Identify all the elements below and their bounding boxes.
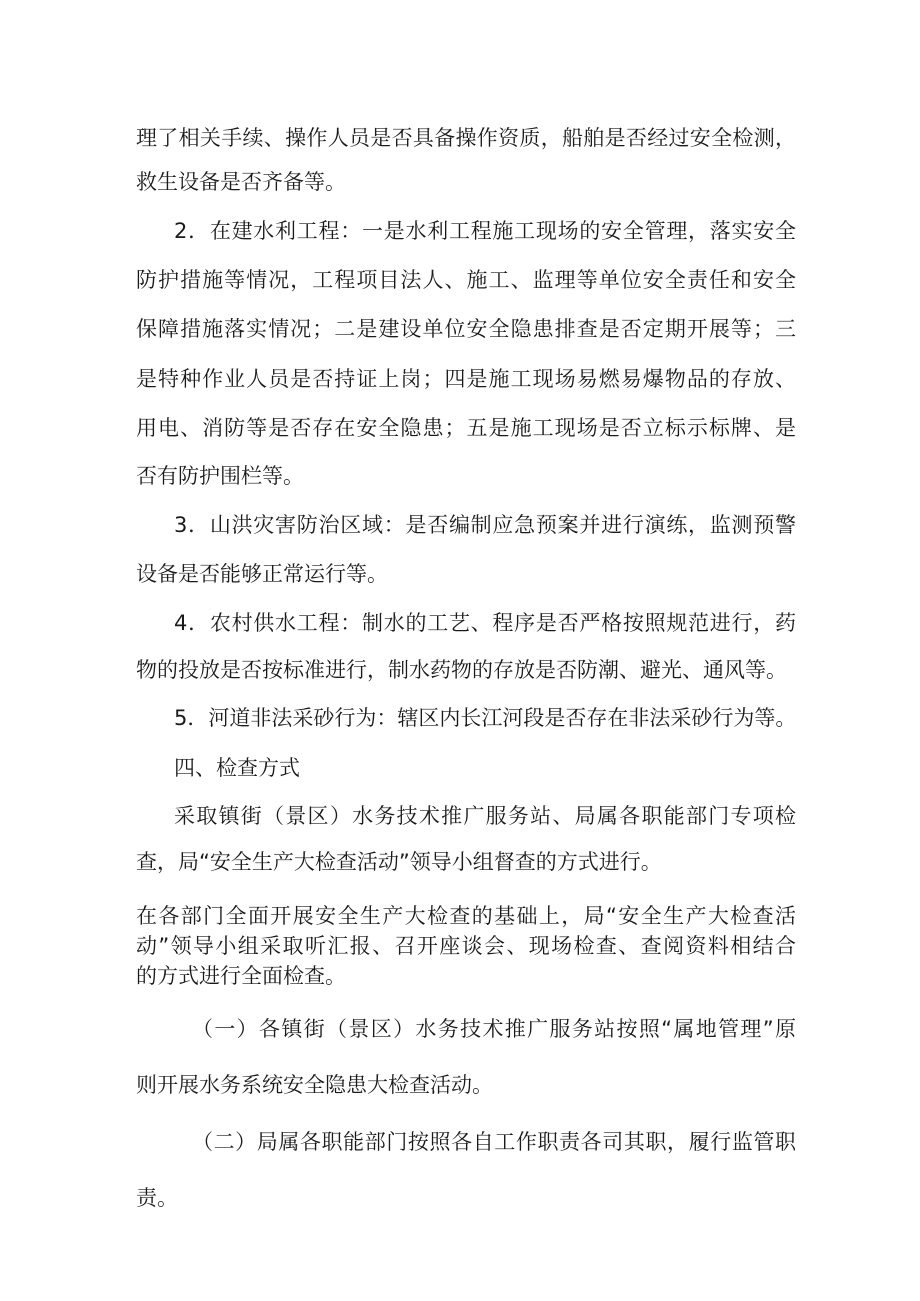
section-heading: 四、检查方式	[174, 756, 300, 780]
text-line-22: （二）局属各职能部门按照各自工作职责各司其职，履行监管职	[192, 1130, 796, 1154]
text-line-17: 在各部门全面开展安全生产大检查的基础上，局“安全生产大检查活	[136, 904, 796, 928]
text-line-21: 则开展水务系统安全隐患大检查活动。	[136, 1073, 493, 1097]
text-line-10: 设备是否能够正常运行等。	[136, 562, 388, 586]
text-line-5: 保障措施落实情况；二是建设单位安全隐患排查是否定期开展等；三	[136, 317, 796, 341]
text-line-13: 5．河道非法采砂行为：辖区内长江河段是否存在非法采砂行为等。	[174, 706, 797, 730]
text-line-12: 物的投放是否按标准进行，制水药物的存放是否防潮、避光、通风等。	[136, 658, 787, 682]
text-line-23: 责。	[136, 1186, 178, 1210]
text-line-1: 理了相关手续、操作人员是否具备操作资质，船舶是否经过安全检测，	[136, 126, 796, 150]
text-line-3: 2．在建水利工程：一是水利工程施工现场的安全管理，落实安全	[174, 219, 796, 243]
text-line-11: 4．农村供水工程：制水的工艺、程序是否严格按照规范进行，药	[174, 611, 796, 635]
text-line-2: 救生设备是否齐备等。	[136, 170, 346, 194]
text-line-9: 3．山洪灾害防治区域：是否编制应急预案并进行演练，监测预警	[174, 513, 796, 537]
text-line-16: 查，局“安全生产大检查活动”领导小组督查的方式进行。	[136, 850, 662, 874]
text-line-20: （一）各镇街（景区）水务技术推广服务站按照“属地管理”原	[192, 1017, 796, 1041]
text-line-4: 防护措施等情况，工程项目法人、施工、监理等单位安全责任和安全	[136, 268, 796, 292]
text-line-18: 动”领导小组采取听汇报、召开座谈会、现场检查、查阅资料相结合	[136, 934, 796, 958]
text-line-19: 的方式进行全面检查。	[136, 964, 346, 988]
text-line-6: 是特种作业人员是否持证上岗；四是施工现场易燃易爆物品的存放、	[136, 367, 796, 391]
text-line-8: 否有防护围栏等。	[136, 464, 304, 488]
text-line-7: 用电、消防等是否存在安全隐患；五是施工现场是否立标示标牌、是	[136, 416, 796, 440]
text-line-15: 采取镇街（景区）水务技术推广服务站、局属各职能部门专项检	[174, 804, 796, 828]
